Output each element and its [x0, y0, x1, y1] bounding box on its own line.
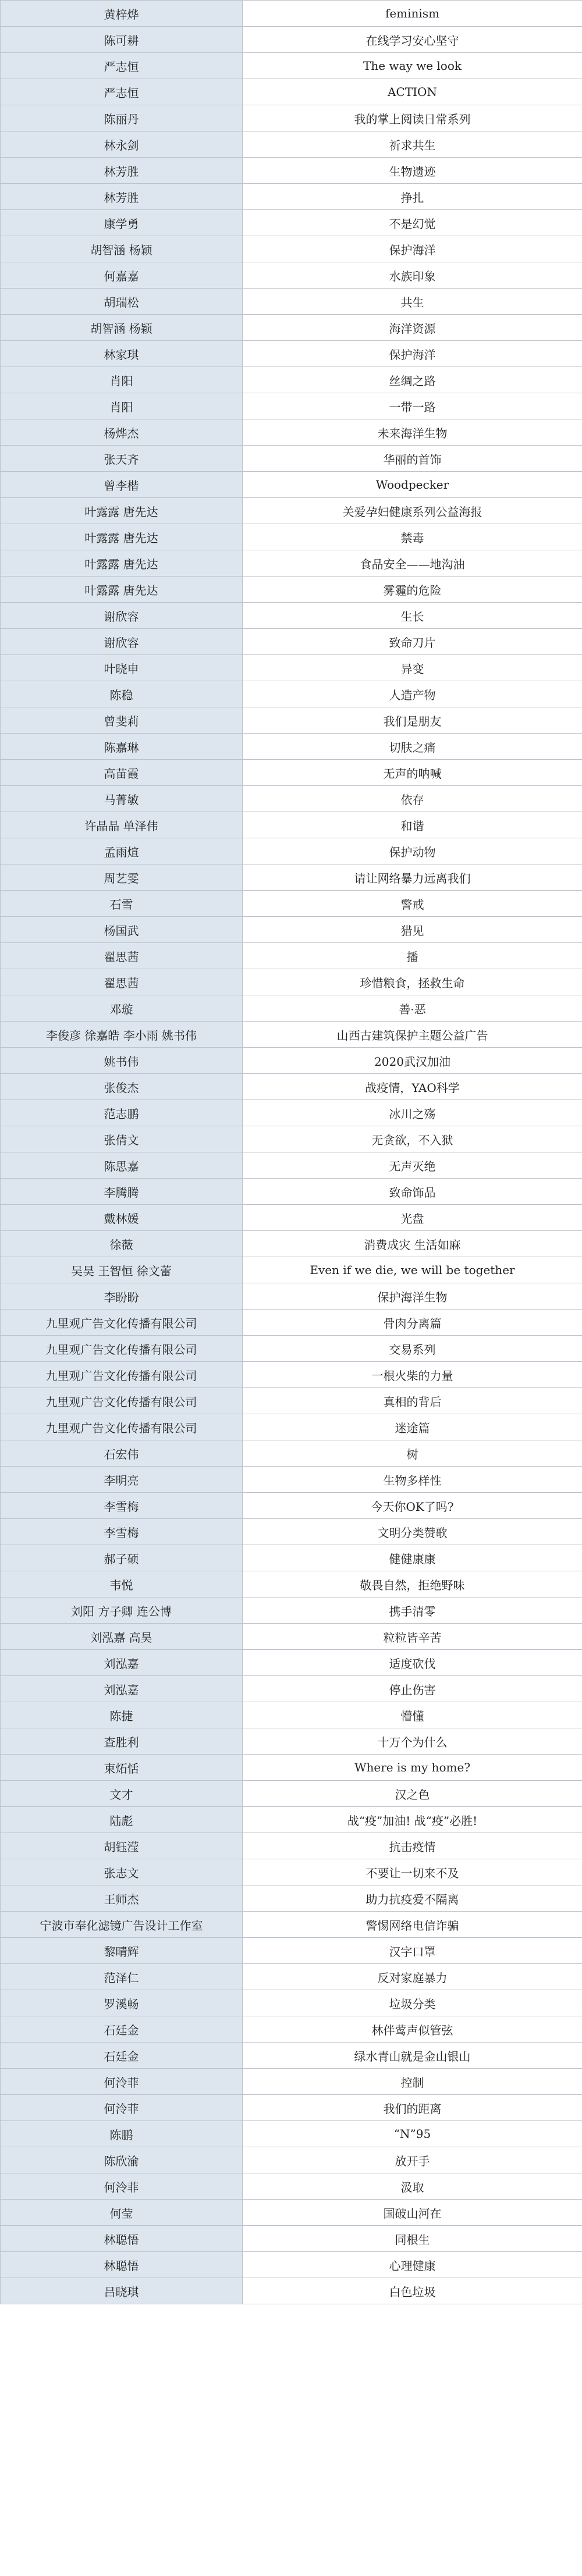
- author-cell: 王师杰: [1, 1885, 243, 1912]
- work-title-cell: Woodpecker: [243, 472, 582, 498]
- table-row: [1, 1519, 582, 1545]
- author-cell: 李盼盼: [1, 1283, 243, 1310]
- table-row: [1, 2095, 582, 2121]
- author-cell: 胡瑞松: [1, 289, 243, 315]
- author-cell: 张志文: [1, 1859, 243, 1885]
- author-cell: 九里观广告文化传播有限公司: [1, 1362, 243, 1388]
- work-title-cell: 心理健康: [243, 2252, 582, 2278]
- author-cell: 叶晓申: [1, 655, 243, 681]
- author-cell: 马菁敏: [1, 786, 243, 812]
- work-title-cell: The way we look: [243, 53, 582, 79]
- table-row: [1, 1833, 582, 1859]
- author-cell: 范泽仁: [1, 1964, 243, 1990]
- author-cell: 肖阳: [1, 367, 243, 393]
- work-title-cell: 助力抗疫爱不隔离: [243, 1885, 582, 1912]
- work-title-cell: 控制: [243, 2069, 582, 2095]
- work-title-cell: 战疫情，YAO科学: [243, 1074, 582, 1100]
- author-cell: 曾李楷: [1, 472, 243, 498]
- work-title-cell: feminism: [243, 1, 582, 27]
- table-row: [1, 1859, 582, 1885]
- author-cell: 叶露露 唐先达: [1, 577, 243, 603]
- work-title-cell: “N”95: [243, 2121, 582, 2147]
- table-row: [1, 1676, 582, 1702]
- author-cell: 孟雨煊: [1, 838, 243, 864]
- table-row: [1, 1152, 582, 1179]
- work-title-cell: 请让网络暴力远离我们: [243, 864, 582, 891]
- table-row: [1, 734, 582, 760]
- work-title-cell: ACTION: [243, 79, 582, 105]
- author-cell: 陈嘉琳: [1, 734, 243, 760]
- table-row: [1, 1310, 582, 1336]
- author-cell: 高苗霞: [1, 760, 243, 786]
- work-title-cell: 致命刀片: [243, 629, 582, 655]
- author-cell: 陈鹏: [1, 2121, 243, 2147]
- author-cell: 九里观广告文化传播有限公司: [1, 1336, 243, 1362]
- work-title-cell: 保护动物: [243, 838, 582, 864]
- work-title-cell: 致命饰品: [243, 1179, 582, 1205]
- work-title-cell: 保护海洋: [243, 341, 582, 367]
- author-cell: 曾斐莉: [1, 707, 243, 734]
- work-title-cell: 绿水青山就是金山银山: [243, 2043, 582, 2069]
- table-row: [1, 577, 582, 603]
- table-row: [1, 1283, 582, 1310]
- table-row: [1, 210, 582, 236]
- author-cell: 邓璇: [1, 995, 243, 1022]
- author-cell: 刘泓嘉: [1, 1650, 243, 1676]
- work-title-cell: 共生: [243, 289, 582, 315]
- work-title-cell: 未来海洋生物: [243, 419, 582, 446]
- author-cell: 九里观广告文化传播有限公司: [1, 1388, 243, 1414]
- table-row: [1, 367, 582, 393]
- table-row: [1, 838, 582, 864]
- author-cell: 林聪悟: [1, 2226, 243, 2252]
- author-cell: 何泠菲: [1, 2069, 243, 2095]
- works-table-body: [1, 1, 582, 2304]
- work-title-cell: 迷途篇: [243, 1414, 582, 1440]
- table-row: [1, 1336, 582, 1362]
- work-title-cell: 光盘: [243, 1205, 582, 1231]
- table-row: [1, 1048, 582, 1074]
- author-cell: 林家琪: [1, 341, 243, 367]
- table-row: [1, 1388, 582, 1414]
- work-title-cell: 文明分类赞歌: [243, 1519, 582, 1545]
- author-cell: 束炻恬: [1, 1755, 243, 1781]
- work-title-cell: 禁毒: [243, 524, 582, 550]
- work-title-cell: 适度砍伐: [243, 1650, 582, 1676]
- author-cell: 刘阳 方子卿 连公博: [1, 1597, 243, 1624]
- table-row: [1, 917, 582, 943]
- table-row: [1, 1938, 582, 1964]
- work-title-cell: 国破山河在: [243, 2200, 582, 2226]
- work-title-cell: 海洋资源: [243, 315, 582, 341]
- work-title-cell: 播: [243, 943, 582, 969]
- table-row: [1, 1755, 582, 1781]
- table-row: [1, 446, 582, 472]
- author-cell: 胡钰滢: [1, 1833, 243, 1859]
- work-title-cell: 健健康康: [243, 1545, 582, 1571]
- table-row: [1, 1597, 582, 1624]
- table-row: [1, 1702, 582, 1728]
- work-title-cell: 山西古建筑保护主题公益广告: [243, 1022, 582, 1048]
- work-title-cell: 人造产物: [243, 681, 582, 707]
- work-title-cell: 敬畏自然，拒绝野味: [243, 1571, 582, 1597]
- table-row: [1, 1467, 582, 1493]
- author-cell: 林永剑: [1, 131, 243, 158]
- table-row: [1, 2278, 582, 2304]
- author-cell: 罗溪畅: [1, 1990, 243, 2016]
- work-title-cell: 祈求共生: [243, 131, 582, 158]
- author-cell: 李明亮: [1, 1467, 243, 1493]
- author-cell: 范志鹏: [1, 1100, 243, 1126]
- author-cell: 陈思嘉: [1, 1152, 243, 1179]
- author-cell: 刘泓嘉: [1, 1676, 243, 1702]
- work-title-cell: 白色垃圾: [243, 2278, 582, 2304]
- table-row: [1, 158, 582, 184]
- author-cell: 戴林媛: [1, 1205, 243, 1231]
- author-cell: 石宏伟: [1, 1440, 243, 1467]
- author-cell: 吕晓琪: [1, 2278, 243, 2304]
- author-cell: 林芳胜: [1, 184, 243, 210]
- work-title-cell: 生长: [243, 603, 582, 629]
- table-row: [1, 1624, 582, 1650]
- author-cell: 张倩文: [1, 1126, 243, 1152]
- table-row: [1, 2173, 582, 2200]
- work-title-cell: 善·恶: [243, 995, 582, 1022]
- author-cell: 陈捷: [1, 1702, 243, 1728]
- work-title-cell: 依存: [243, 786, 582, 812]
- table-row: [1, 629, 582, 655]
- table-row: [1, 1362, 582, 1388]
- author-cell: 何莹: [1, 2200, 243, 2226]
- table-row: [1, 1440, 582, 1467]
- author-cell: 文才: [1, 1781, 243, 1807]
- table-row: [1, 315, 582, 341]
- table-row: [1, 655, 582, 681]
- work-title-cell: 消费成灾 生活如麻: [243, 1231, 582, 1257]
- author-cell: 吴昊 王智恒 徐文蕾: [1, 1257, 243, 1283]
- work-title-cell: 今天你OK了吗?: [243, 1493, 582, 1519]
- table-row: [1, 2147, 582, 2173]
- table-row: [1, 1100, 582, 1126]
- author-cell: 李腾腾: [1, 1179, 243, 1205]
- table-row: [1, 236, 582, 262]
- table-row: [1, 2226, 582, 2252]
- table-row: [1, 786, 582, 812]
- table-row: [1, 27, 582, 53]
- author-cell: 康学勇: [1, 210, 243, 236]
- table-row: [1, 393, 582, 419]
- table-row: [1, 1493, 582, 1519]
- author-cell: 叶露露 唐先达: [1, 550, 243, 577]
- author-cell: 陆彪: [1, 1807, 243, 1833]
- author-cell: 翟思茜: [1, 969, 243, 995]
- work-title-cell: 生物遗迹: [243, 158, 582, 184]
- work-title-cell: 警戒: [243, 891, 582, 917]
- table-row: [1, 79, 582, 105]
- table-row: [1, 864, 582, 891]
- author-cell: 肖阳: [1, 393, 243, 419]
- work-title-cell: 不要让一切来不及: [243, 1859, 582, 1885]
- table-row: [1, 707, 582, 734]
- author-cell: 徐薇: [1, 1231, 243, 1257]
- author-cell: 陈欣渝: [1, 2147, 243, 2173]
- table-row: [1, 341, 582, 367]
- work-title-cell: 放开手: [243, 2147, 582, 2173]
- work-title-cell: 冰川之殇: [243, 1100, 582, 1126]
- table-row: [1, 1545, 582, 1571]
- author-cell: 翟思茜: [1, 943, 243, 969]
- author-cell: 李雪梅: [1, 1519, 243, 1545]
- author-cell: 陈可耕: [1, 27, 243, 53]
- table-row: [1, 1414, 582, 1440]
- table-row: [1, 2016, 582, 2043]
- author-cell: 张天齐: [1, 446, 243, 472]
- table-row: [1, 1807, 582, 1833]
- work-title-cell: 我们的距离: [243, 2095, 582, 2121]
- work-title-cell: 林伴莺声似管弦: [243, 2016, 582, 2043]
- work-title-cell: 异变: [243, 655, 582, 681]
- author-cell: 刘泓嘉 高昊: [1, 1624, 243, 1650]
- author-cell: 宁波市奉化滤镜广告设计工作室: [1, 1912, 243, 1938]
- table-row: [1, 1964, 582, 1990]
- work-title-cell: 华丽的首饰: [243, 446, 582, 472]
- table-row: [1, 969, 582, 995]
- work-title-cell: 交易系列: [243, 1336, 582, 1362]
- work-title-cell: 2020武汉加油: [243, 1048, 582, 1074]
- work-title-cell: 汉之色: [243, 1781, 582, 1807]
- work-title-cell: 在线学习安心坚守: [243, 27, 582, 53]
- table-row: [1, 943, 582, 969]
- author-cell: 黎晴辉: [1, 1938, 243, 1964]
- author-cell: 李俊彦 徐嘉皓 李小雨 姚书伟: [1, 1022, 243, 1048]
- author-cell: 张俊杰: [1, 1074, 243, 1100]
- work-title-cell: 我的掌上阅读日常系列: [243, 105, 582, 131]
- author-cell: 姚书伟: [1, 1048, 243, 1074]
- author-cell: 九里观广告文化传播有限公司: [1, 1310, 243, 1336]
- author-cell: 许晶晶 单泽伟: [1, 812, 243, 838]
- work-title-cell: 猎见: [243, 917, 582, 943]
- work-title-cell: 一根火柴的力量: [243, 1362, 582, 1388]
- work-title-cell: 关爱孕妇健康系列公益海报: [243, 498, 582, 524]
- work-title-cell: 无声灭绝: [243, 1152, 582, 1179]
- work-title-cell: 树: [243, 1440, 582, 1467]
- table-row: [1, 1912, 582, 1938]
- author-cell: 严志恒: [1, 79, 243, 105]
- author-cell: 九里观广告文化传播有限公司: [1, 1414, 243, 1440]
- table-row: [1, 289, 582, 315]
- table-row: [1, 1022, 582, 1048]
- table-row: [1, 1571, 582, 1597]
- work-title-cell: 无声的呐喊: [243, 760, 582, 786]
- table-row: [1, 2200, 582, 2226]
- work-title-cell: 汉字口罩: [243, 1938, 582, 1964]
- author-cell: 胡智涵 杨颖: [1, 236, 243, 262]
- work-title-cell: 不是幻觉: [243, 210, 582, 236]
- work-title-cell: 战“疫”加油! 战“疫”必胜!: [243, 1807, 582, 1833]
- table-row: [1, 1990, 582, 2016]
- work-title-cell: 懵懂: [243, 1702, 582, 1728]
- work-title-cell: 无贪欲，不入狱: [243, 1126, 582, 1152]
- author-cell: 陈丽丹: [1, 105, 243, 131]
- table-row: [1, 498, 582, 524]
- work-title-cell: 携手清零: [243, 1597, 582, 1624]
- work-title-cell: 珍惜粮食，拯救生命: [243, 969, 582, 995]
- table-row: [1, 53, 582, 79]
- table-row: [1, 105, 582, 131]
- work-title-cell: 汲取: [243, 2173, 582, 2200]
- table-row: [1, 1126, 582, 1152]
- table-row: [1, 1074, 582, 1100]
- author-cell: 查胜利: [1, 1728, 243, 1755]
- table-row: [1, 524, 582, 550]
- work-title-cell: 真相的背后: [243, 1388, 582, 1414]
- table-row: [1, 681, 582, 707]
- work-title-cell: 丝绸之路: [243, 367, 582, 393]
- work-title-cell: 抗击疫情: [243, 1833, 582, 1859]
- work-title-cell: 挣扎: [243, 184, 582, 210]
- table-row: [1, 1728, 582, 1755]
- table-row: [1, 812, 582, 838]
- table-row: [1, 1231, 582, 1257]
- author-cell: 李雪梅: [1, 1493, 243, 1519]
- author-cell: 黄梓烨: [1, 1, 243, 27]
- table-row: [1, 184, 582, 210]
- table-row: [1, 2252, 582, 2278]
- table-row: [1, 2121, 582, 2147]
- table-row: [1, 2069, 582, 2095]
- author-cell: 何嘉嘉: [1, 262, 243, 289]
- work-title-cell: 粒粒皆辛苦: [243, 1624, 582, 1650]
- table-row: [1, 891, 582, 917]
- work-title-cell: 同根生: [243, 2226, 582, 2252]
- author-cell: 何泠菲: [1, 2095, 243, 2121]
- work-title-cell: 我们是朋友: [243, 707, 582, 734]
- table-row: [1, 1257, 582, 1283]
- author-cell: 林芳胜: [1, 158, 243, 184]
- author-cell: 何泠菲: [1, 2173, 243, 2200]
- work-title-cell: Even if we die, we will be together: [243, 1257, 582, 1283]
- table-row: [1, 603, 582, 629]
- author-cell: 胡智涵 杨颖: [1, 315, 243, 341]
- table-row: [1, 995, 582, 1022]
- work-title-cell: 保护海洋: [243, 236, 582, 262]
- author-cell: 韦悦: [1, 1571, 243, 1597]
- work-title-cell: 水族印象: [243, 262, 582, 289]
- work-title-cell: Where is my home?: [243, 1755, 582, 1781]
- work-title-cell: 保护海洋生物: [243, 1283, 582, 1310]
- author-cell: 林聪悟: [1, 2252, 243, 2278]
- author-cell: 陈稳: [1, 681, 243, 707]
- author-cell: 叶露露 唐先达: [1, 498, 243, 524]
- author-cell: 石雪: [1, 891, 243, 917]
- work-title-cell: 十万个为什么: [243, 1728, 582, 1755]
- work-title-cell: 切肤之痛: [243, 734, 582, 760]
- author-cell: 叶露露 唐先达: [1, 524, 243, 550]
- author-cell: 郝子硕: [1, 1545, 243, 1571]
- table-row: [1, 419, 582, 446]
- work-title-cell: 食品安全——地沟油: [243, 550, 582, 577]
- table-row: [1, 1885, 582, 1912]
- table-row: [1, 550, 582, 577]
- author-cell: 谢欣容: [1, 629, 243, 655]
- table-row: [1, 262, 582, 289]
- author-cell: 周艺雯: [1, 864, 243, 891]
- table-row: [1, 1, 582, 27]
- work-title-cell: 雾霾的危险: [243, 577, 582, 603]
- table-row: [1, 472, 582, 498]
- work-title-cell: 停止伤害: [243, 1676, 582, 1702]
- author-cell: 石廷金: [1, 2016, 243, 2043]
- table-row: [1, 760, 582, 786]
- table-row: [1, 1781, 582, 1807]
- work-title-cell: 警惕网络电信诈骗: [243, 1912, 582, 1938]
- work-title-cell: 垃圾分类: [243, 1990, 582, 2016]
- author-cell: 杨烨杰: [1, 419, 243, 446]
- work-title-cell: 一带一路: [243, 393, 582, 419]
- table-row: [1, 1650, 582, 1676]
- author-cell: 谢欣容: [1, 603, 243, 629]
- work-title-cell: 和谐: [243, 812, 582, 838]
- work-title-cell: 骨肉分离篇: [243, 1310, 582, 1336]
- author-cell: 严志恒: [1, 53, 243, 79]
- work-title-cell: 反对家庭暴力: [243, 1964, 582, 1990]
- table-row: [1, 1205, 582, 1231]
- table-row: [1, 2043, 582, 2069]
- author-cell: 石廷金: [1, 2043, 243, 2069]
- author-cell: 杨国武: [1, 917, 243, 943]
- work-title-cell: 生物多样性: [243, 1467, 582, 1493]
- table-row: [1, 131, 582, 158]
- table-row: [1, 1179, 582, 1205]
